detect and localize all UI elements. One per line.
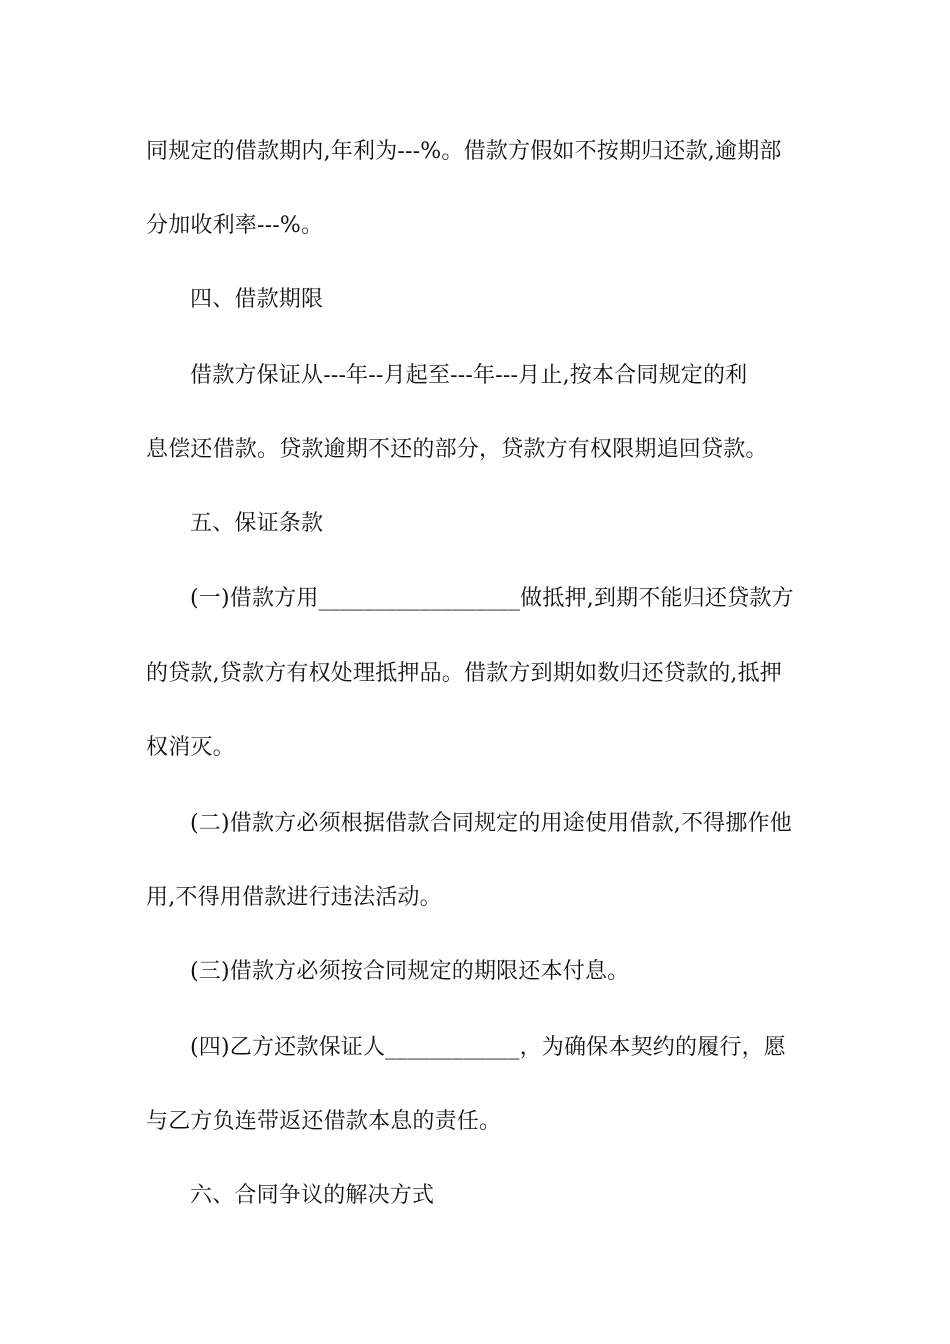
text-line: (二)借款方必须根据借款合同规定的用途使用借款,不得挪作他 <box>190 811 792 836</box>
text-line: (一)借款方用__________________做抵押,到期不能归还贷款方 <box>190 586 794 611</box>
text-line: 分加收利率---%。 <box>146 213 324 238</box>
text-line: 同规定的借款期内,年利为---%。借款方假如不按期归还款,逾期部 <box>146 139 782 164</box>
section-heading: 六、合同争议的解决方式 <box>190 1183 435 1208</box>
text-line: 借款方保证从---年--月起至---年---月止,按本合同规定的利 <box>190 363 748 388</box>
section-heading: 五、保证条款 <box>190 511 324 536</box>
text-line: 的贷款,贷款方有权处理抵押品。借款方到期如数归还贷款的,抵押 <box>146 661 782 686</box>
text-line: 息偿还借款。贷款逾期不还的部分，贷款方有权限期追回贷款。 <box>146 437 768 462</box>
section-heading: 四、借款期限 <box>190 287 324 312</box>
text-line: (三)借款方必须按合同规定的期限还本付息。 <box>190 959 630 984</box>
text-line: 权消灭。 <box>146 735 235 760</box>
text-line: 用,不得用借款进行违法活动。 <box>146 885 442 910</box>
text-line: (四)乙方还款保证人____________，为确保本契约的履行，愿 <box>190 1035 786 1060</box>
text-line: 与乙方负连带返还借款本息的责任。 <box>146 1109 502 1134</box>
